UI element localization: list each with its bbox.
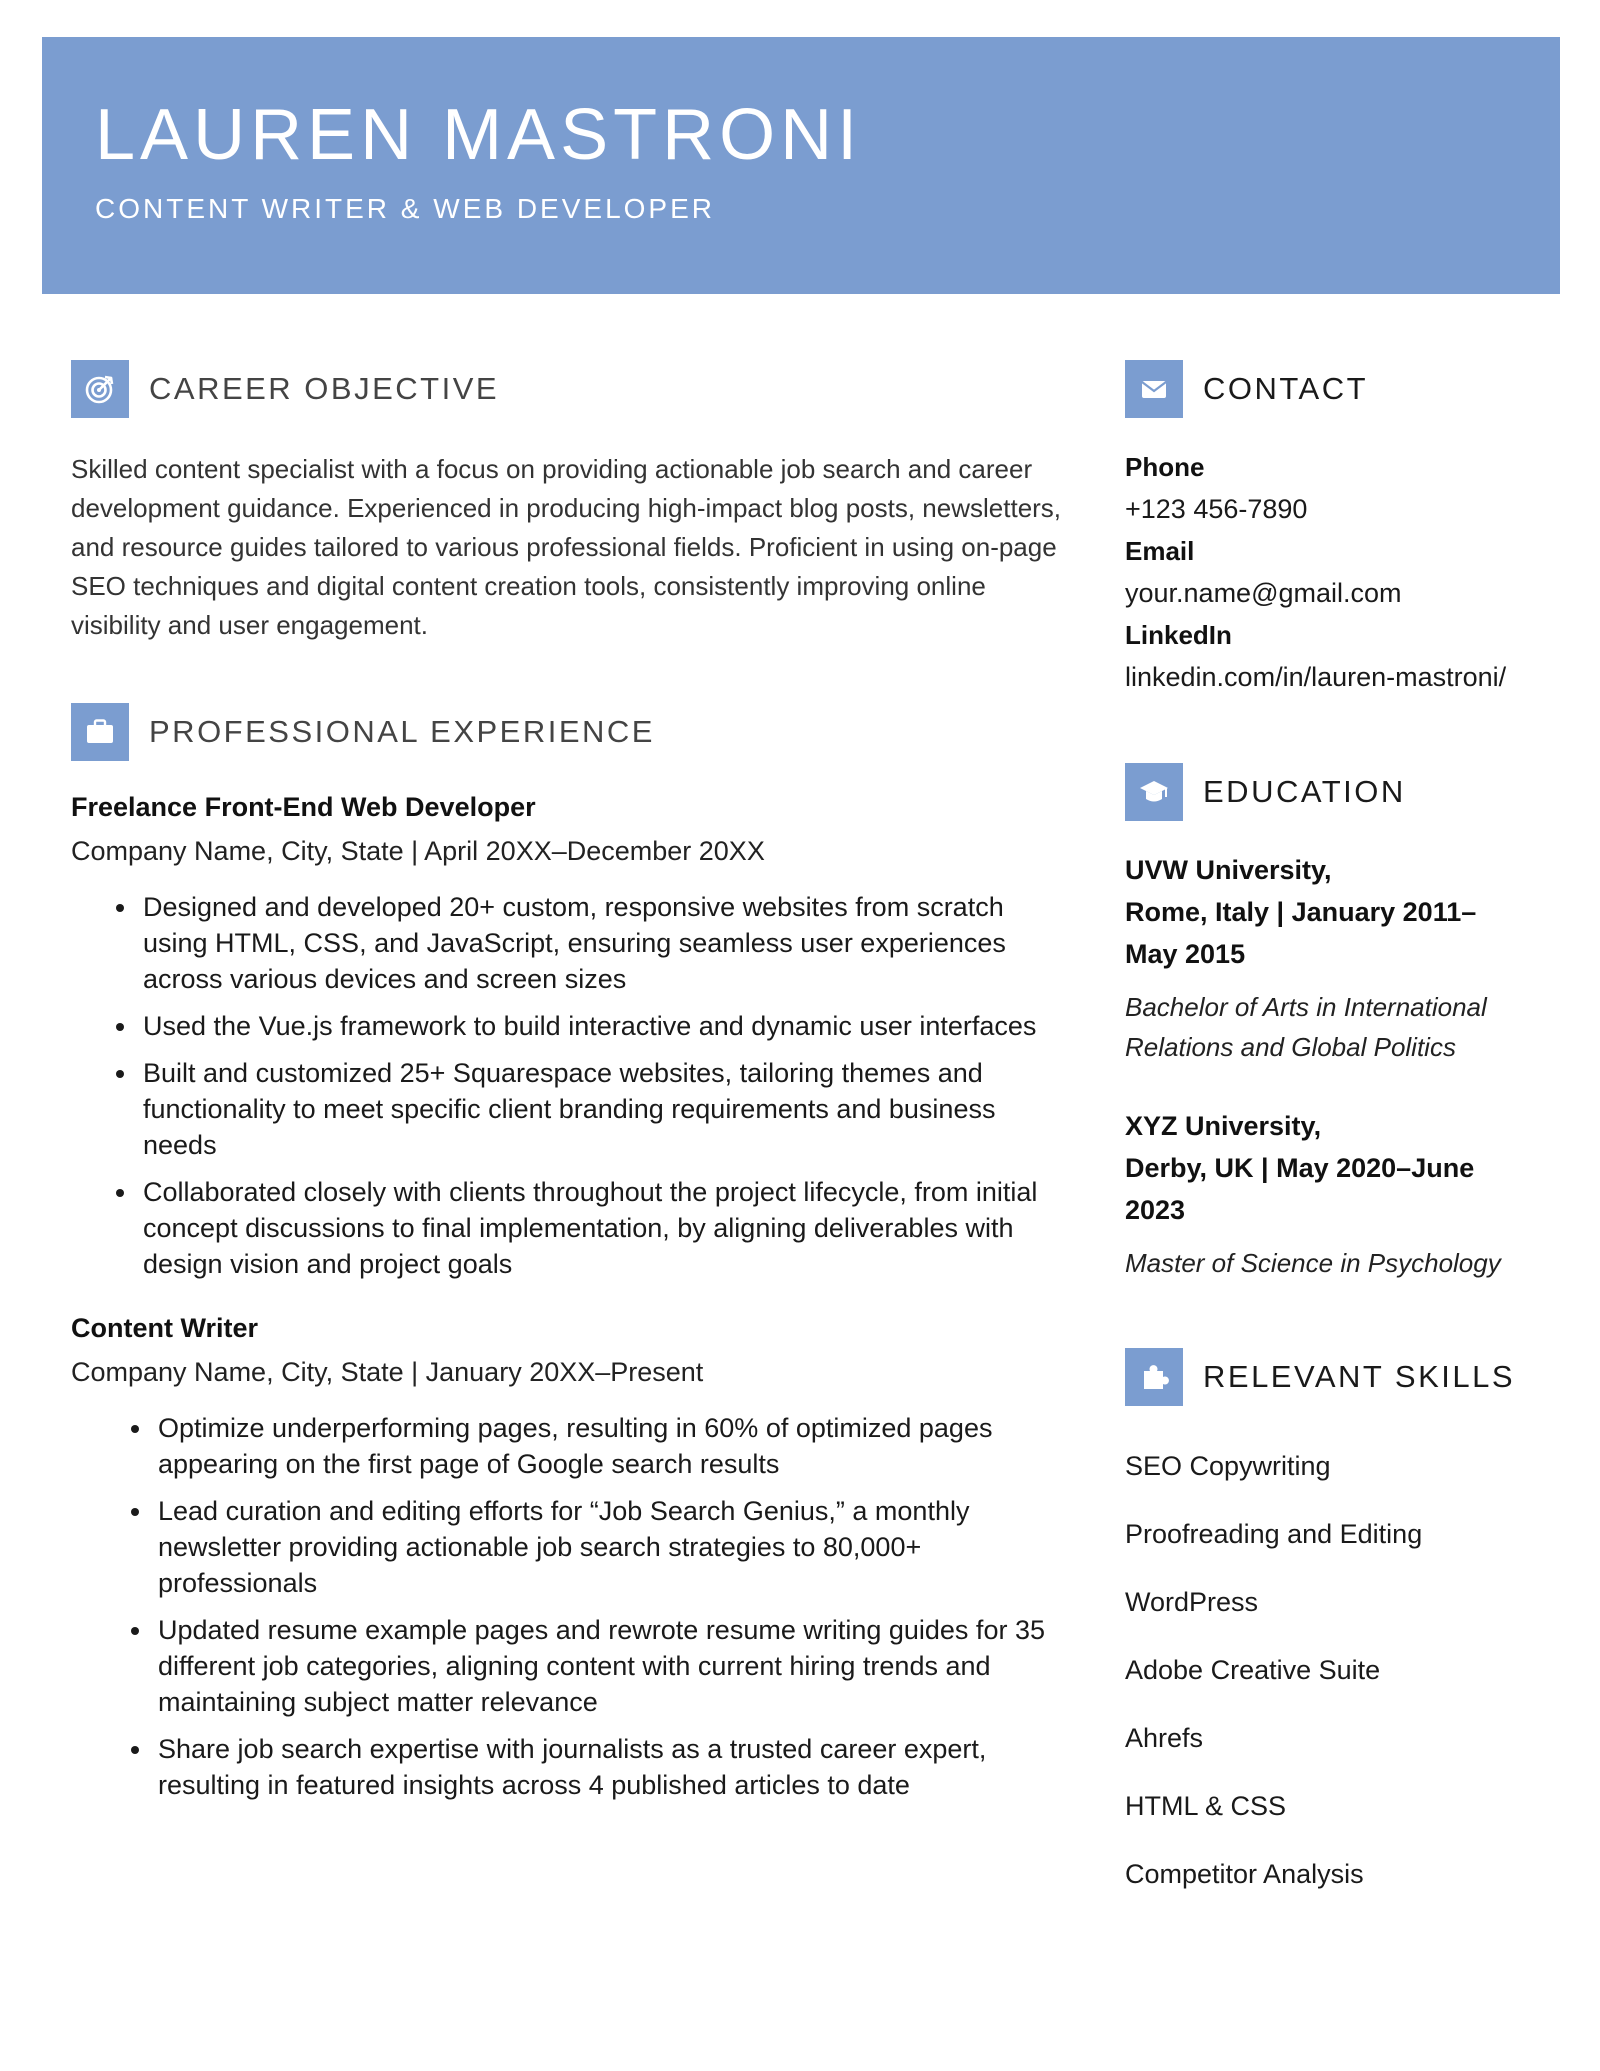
skill-item: WordPress bbox=[1125, 1587, 1259, 1617]
job-bullet: • Designed and developed 20+ custom, responsive websites from scratch using HTML, CSS, and JavaScript, ensuring seamless user experiences across various devices and screen sizes bbox=[139, 889, 1071, 997]
job-bullet: • Optimize underperforming pages, resulting in 60% of optimized pages appearing on the first page of Google search results bbox=[154, 1410, 1071, 1482]
job-meta: Company Name, City, State | April 20XX–December 20XX bbox=[71, 836, 765, 866]
education-dates-end: May 2015 bbox=[1125, 939, 1246, 969]
job-entry bbox=[71, 1310, 1071, 1803]
section-title: CONTACT bbox=[1203, 371, 1369, 406]
skill-item: Ahrefs bbox=[1125, 1723, 1204, 1753]
job-bullet: • Updated resume example pages and rewrote resume writing guides for 35 different job categories, aligning content with current hiring trends and maintaining subject matter relevance bbox=[154, 1612, 1071, 1720]
contact-section bbox=[1125, 360, 1565, 698]
education-school: UVW University, bbox=[1125, 855, 1332, 885]
job-meta: Company Name, City, State | January 20XX–Present bbox=[71, 1357, 704, 1387]
left-column bbox=[71, 360, 1071, 1814]
briefcase-icon bbox=[71, 703, 129, 761]
education-location-dates: Derby, UK | May 2020–June bbox=[1125, 1153, 1475, 1183]
phone-value: +123 456-7890 bbox=[1125, 494, 1308, 524]
education-dates-end: 2023 bbox=[1125, 1195, 1186, 1225]
skills-section bbox=[1125, 1348, 1565, 1908]
phone-label: Phone bbox=[1125, 452, 1205, 482]
education-entry bbox=[1125, 849, 1565, 1067]
education-school: XYZ University, bbox=[1125, 1111, 1322, 1141]
skills-list bbox=[1125, 1432, 1565, 1908]
skill-item: Adobe Creative Suite bbox=[1125, 1655, 1381, 1685]
linkedin-label: LinkedIn bbox=[1125, 620, 1232, 650]
job-bullet: • Lead curation and editing efforts for “Job Search Genius,” a monthly newsletter providing actionable job search strategies to 80,000+ professionals bbox=[154, 1493, 1071, 1601]
skill-item: SEO Copywriting bbox=[1125, 1451, 1331, 1481]
career-objective-section bbox=[71, 360, 1071, 645]
skill-item: Proofreading and Editing bbox=[1125, 1519, 1423, 1549]
envelope-icon bbox=[1125, 360, 1183, 418]
graduation-cap-icon bbox=[1125, 763, 1183, 821]
job-title: Freelance Front-End Web Developer bbox=[71, 792, 536, 822]
job-entry bbox=[71, 789, 1071, 1282]
education-section bbox=[1125, 763, 1565, 1283]
email-label: Email bbox=[1125, 536, 1195, 566]
job-bullet: • Collaborated closely with clients throughout the project lifecycle, from initial concept discussions to final implementation, by aligning deliverables with design vision and project goals bbox=[139, 1174, 1071, 1282]
education-entry bbox=[1125, 1105, 1565, 1283]
candidate-name: LAUREN MASTRONI bbox=[95, 95, 863, 175]
job-bullets bbox=[71, 889, 1071, 1282]
job-bullet: • Built and customized 25+ Squarespace websites, tailoring themes and functionality to meet specific client branding requirements and business needs bbox=[139, 1055, 1071, 1163]
section-title: RELEVANT SKILLS bbox=[1203, 1359, 1516, 1394]
candidate-title: CONTENT WRITER & WEB DEVELOPER bbox=[95, 193, 715, 224]
section-header bbox=[1125, 360, 1565, 418]
job-bullets bbox=[71, 1410, 1071, 1803]
education-location-dates: Rome, Italy | January 2011– bbox=[1125, 897, 1477, 927]
resume-header bbox=[42, 37, 1560, 294]
section-header bbox=[71, 703, 1071, 761]
section-header bbox=[1125, 1348, 1565, 1406]
target-icon bbox=[71, 360, 129, 418]
section-title: CAREER OBJECTIVE bbox=[149, 371, 500, 406]
education-degree: Master of Science in Psychology bbox=[1125, 1248, 1501, 1278]
linkedin-value: linkedin.com/in/lauren-mastroni/ bbox=[1125, 662, 1507, 692]
puzzle-icon bbox=[1125, 1348, 1183, 1406]
email-value: your.name@gmail.com bbox=[1125, 578, 1402, 608]
job-title: Content Writer bbox=[71, 1313, 258, 1343]
section-header bbox=[71, 360, 1071, 418]
career-objective-text: Skilled content specialist with a focus on providing actionable job search and career development guidance. Experienced in producing high-impact blog posts, newsletters, and resource guides tailored to various professional fields. Proficient in using on-page SEO techniques and digital content creation tools, consistently improving online visibility and user engagement. bbox=[71, 454, 1062, 640]
skill-item: Competitor Analysis bbox=[1125, 1859, 1364, 1889]
skill-item: HTML & CSS bbox=[1125, 1791, 1287, 1821]
section-header bbox=[1125, 763, 1565, 821]
section-title: PROFESSIONAL EXPERIENCE bbox=[149, 714, 655, 749]
job-bullet: • Share job search expertise with journalists as a trusted career expert, resulting in featured insights across 4 published articles to date bbox=[154, 1731, 1071, 1803]
section-title: EDUCATION bbox=[1203, 774, 1406, 809]
experience-section bbox=[71, 703, 1071, 1803]
right-column bbox=[1125, 360, 1565, 1908]
job-bullet: • Used the Vue.js framework to build interactive and dynamic user interfaces bbox=[139, 1008, 1071, 1044]
education-degree: Bachelor of Arts in International Relations and Global Politics bbox=[1125, 992, 1487, 1062]
